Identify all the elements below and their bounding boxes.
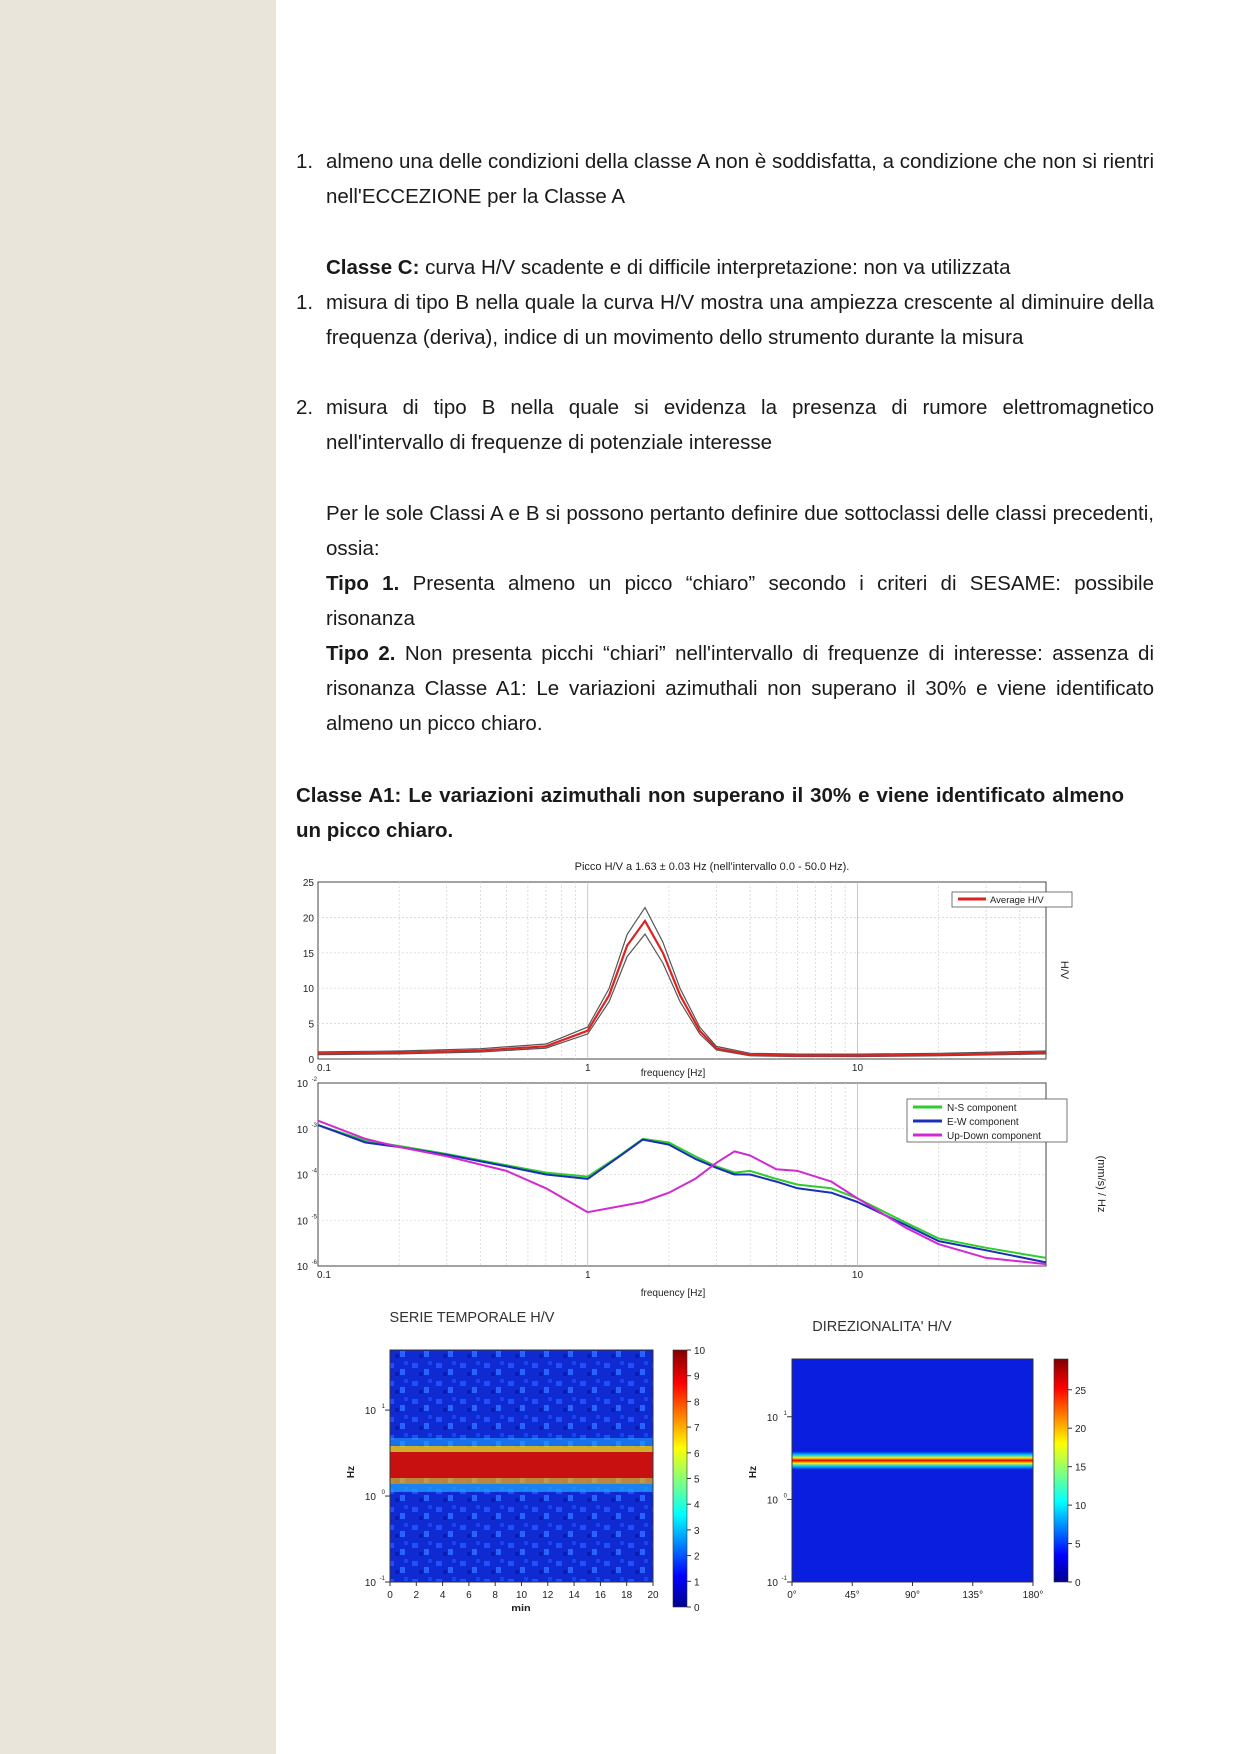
x-tick-label: 12 bbox=[542, 1590, 554, 1601]
colorbar-tick-label: 25 bbox=[1075, 1385, 1087, 1397]
y-tick-label-exp: -1 bbox=[379, 1576, 385, 1582]
list-item-c2 bbox=[296, 390, 1154, 460]
y-axis-label: Hz bbox=[346, 1465, 357, 1479]
section-heading bbox=[296, 778, 1124, 848]
colorbar-tick-label: 5 bbox=[1075, 1539, 1081, 1551]
tipo-1-text: Presenta almeno un picco “chiaro” secondo i criteri di SESAME: possibile risonanza bbox=[326, 572, 1155, 630]
x-tick-label: 6 bbox=[466, 1590, 472, 1601]
colorbar-tick-label: 0 bbox=[694, 1603, 700, 1611]
colorbar-tick-label: 15 bbox=[1075, 1462, 1087, 1474]
y-tick-label: 25 bbox=[302, 878, 314, 889]
x-tick-label: 18 bbox=[621, 1590, 633, 1601]
y-tick-label-exp: 1 bbox=[381, 1404, 385, 1411]
x-tick-label: 10 bbox=[851, 1270, 864, 1281]
time-series-heatmap bbox=[346, 1310, 706, 1611]
directionality-heatmap bbox=[748, 1319, 1087, 1601]
x-tick-label: 135° bbox=[962, 1590, 984, 1601]
list-number: 1. bbox=[296, 291, 314, 314]
x-tick-label: 10 bbox=[851, 1063, 864, 1074]
x-tick-label: 16 bbox=[594, 1590, 606, 1601]
y-tick-label: 10 bbox=[296, 1262, 308, 1273]
colorbar-tick-label: 1 bbox=[694, 1577, 700, 1589]
colorbar-tick-label: 0 bbox=[1075, 1578, 1081, 1589]
list-item-text: misura di tipo B nella quale la curva H/V mostra una ampiezza crescente al diminuire della frequenza (deriva), indice di un movimento dello strumento durante la misura bbox=[326, 291, 1154, 349]
y-tick-label: 10 bbox=[364, 1578, 376, 1589]
y-tick-label: 0 bbox=[308, 1055, 314, 1066]
x-tick-label: 14 bbox=[568, 1590, 580, 1601]
y-tick-label-exp: 0 bbox=[381, 1490, 385, 1497]
hv-curve-chart bbox=[303, 861, 1072, 1079]
legend-label: E-W component bbox=[947, 1117, 1019, 1128]
chart-title: DIREZIONALITA' H/V bbox=[812, 1319, 952, 1335]
colorbar-tick-label: 5 bbox=[694, 1474, 700, 1486]
legend-label: Average H/V bbox=[990, 895, 1044, 906]
x-tick-label: 20 bbox=[647, 1590, 659, 1601]
x-tick-label: 90° bbox=[904, 1590, 921, 1601]
y-tick-label: 10 bbox=[364, 1406, 376, 1418]
plot-frame bbox=[318, 882, 1046, 1059]
legend bbox=[952, 892, 1072, 907]
x-tick-label: 2 bbox=[413, 1590, 420, 1601]
page-margin-band bbox=[0, 0, 276, 1754]
x-axis-label: frequency [Hz] bbox=[640, 1288, 706, 1299]
classe-c-text: curva H/V scadente e di difficile interpretazione: non va utilizzata bbox=[425, 256, 1011, 279]
list-item-1 bbox=[296, 144, 1154, 214]
list-item-text: misura di tipo B nella quale si evidenza la presenza di rumore elettromagnetico nell'intervallo di frequenze di potenziale interesse bbox=[326, 396, 1154, 454]
colorbar-tick-label: 2 bbox=[694, 1551, 700, 1563]
x-tick-label: 0 bbox=[387, 1590, 393, 1601]
colorbar-tick-label: 3 bbox=[694, 1525, 700, 1537]
y-tick-label: 10 bbox=[364, 1492, 376, 1504]
y-axis-label: (mm/s) / Hz bbox=[1095, 1155, 1107, 1213]
tipo-1-label: Tipo 1. bbox=[326, 572, 400, 595]
y-tick-label: 15 bbox=[302, 948, 314, 960]
y-tick-label-exp: -1 bbox=[781, 1576, 787, 1582]
hv-figures bbox=[290, 856, 1126, 1611]
tipo-2-text: Non presenta picchi “chiari” nell'intervallo di frequenze di interesse: assenza di risonanza Classe A1: Le variazioni azimuthali non superano il 30% e viene identificato almeno un picco chiaro. bbox=[326, 642, 1154, 735]
x-tick-label: 0° bbox=[787, 1590, 797, 1601]
x-tick-label: 10 bbox=[515, 1590, 528, 1601]
y-tick-label: 5 bbox=[308, 1019, 314, 1031]
y-tick-label: 10 bbox=[766, 1412, 778, 1424]
legend-label: N-S component bbox=[947, 1103, 1017, 1114]
x-tick-label: 4 bbox=[439, 1590, 446, 1601]
y-tick-label-exp: -5 bbox=[311, 1214, 317, 1221]
colorbar-tick-label: 10 bbox=[1075, 1501, 1087, 1513]
y-tick-label-exp: -6 bbox=[311, 1260, 317, 1266]
x-tick-label: 0.1 bbox=[317, 1063, 331, 1074]
y-tick-label-exp: 0 bbox=[783, 1493, 787, 1500]
y-tick-label-exp: -2 bbox=[311, 1077, 317, 1083]
y-tick-label: 10 bbox=[296, 1216, 308, 1228]
peak-band bbox=[792, 1438, 1033, 1483]
x-axis-label: frequency [Hz] bbox=[640, 1068, 706, 1079]
y-tick-label: 10 bbox=[766, 1495, 778, 1507]
colorbar-tick-label: 10 bbox=[694, 1346, 706, 1357]
spectra-chart bbox=[297, 1077, 1107, 1299]
chart-title: SERIE TEMPORALE H/V bbox=[389, 1310, 555, 1326]
section-heading-text: Classe A1: Le variazioni azimuthali non superano il 30% e viene identificato almeno un picco chiaro. bbox=[296, 784, 1124, 842]
colorbar-tick-label: 8 bbox=[694, 1397, 700, 1409]
x-tick-label: 0.1 bbox=[317, 1270, 331, 1281]
y-tick-label-exp: -3 bbox=[311, 1122, 317, 1129]
legend-label: Up-Down component bbox=[947, 1131, 1041, 1142]
y-axis-label: Hz bbox=[748, 1465, 759, 1479]
y-tick-label: 20 bbox=[302, 913, 314, 925]
x-axis-label: min bbox=[511, 1603, 531, 1611]
list-item-c1 bbox=[296, 285, 1154, 355]
list-item-text: almeno una delle condizioni della classe A non è soddisfatta, a condizione che non si rientri nell'ECCEZIONE per la Classe A bbox=[326, 150, 1154, 208]
x-tick-label: 1 bbox=[584, 1063, 591, 1074]
x-tick-label: 180° bbox=[1022, 1590, 1044, 1601]
list-number: 2. bbox=[296, 396, 314, 419]
y-axis-label: H/V bbox=[1058, 960, 1070, 980]
tipo-2-label: Tipo 2. bbox=[326, 642, 396, 665]
list-number: 1. bbox=[296, 150, 314, 173]
colorbar-tick-label: 20 bbox=[1075, 1424, 1087, 1436]
colorbar-tick-label: 7 bbox=[694, 1423, 700, 1435]
subclass-intro bbox=[296, 496, 1154, 566]
x-tick-label: 1 bbox=[584, 1270, 591, 1281]
colorbar bbox=[1054, 1359, 1068, 1582]
tipo-1 bbox=[296, 566, 1154, 636]
subclass-intro-text: Per le sole Classi A e B si possono pertanto definire due sottoclassi delle classi precedenti, ossia: bbox=[326, 502, 1154, 560]
x-tick-label: 8 bbox=[492, 1590, 498, 1601]
y-tick-label: 10 bbox=[296, 1124, 308, 1136]
y-tick-label-exp: -4 bbox=[311, 1168, 317, 1175]
y-tick-label: 10 bbox=[766, 1578, 778, 1589]
classe-c-label: Classe C: bbox=[326, 256, 420, 279]
colorbar bbox=[673, 1350, 687, 1607]
y-tick-label: 10 bbox=[296, 1079, 308, 1090]
colorbar-tick-label: 9 bbox=[694, 1371, 700, 1383]
colorbar-tick-label: 6 bbox=[694, 1448, 700, 1460]
y-tick-label-exp: 1 bbox=[783, 1410, 787, 1417]
colorbar-tick-label: 4 bbox=[694, 1500, 700, 1512]
y-tick-label: 10 bbox=[296, 1170, 308, 1182]
legend bbox=[907, 1099, 1067, 1142]
classe-c-line bbox=[296, 250, 1154, 285]
tipo-2 bbox=[296, 636, 1154, 741]
peak-band bbox=[390, 1452, 653, 1478]
chart-title: Picco H/V a 1.63 ± 0.03 Hz (nell'intervallo 0.0 - 50.0 Hz). bbox=[574, 861, 850, 873]
y-tick-label: 10 bbox=[302, 984, 314, 996]
x-tick-label: 45° bbox=[844, 1590, 860, 1601]
